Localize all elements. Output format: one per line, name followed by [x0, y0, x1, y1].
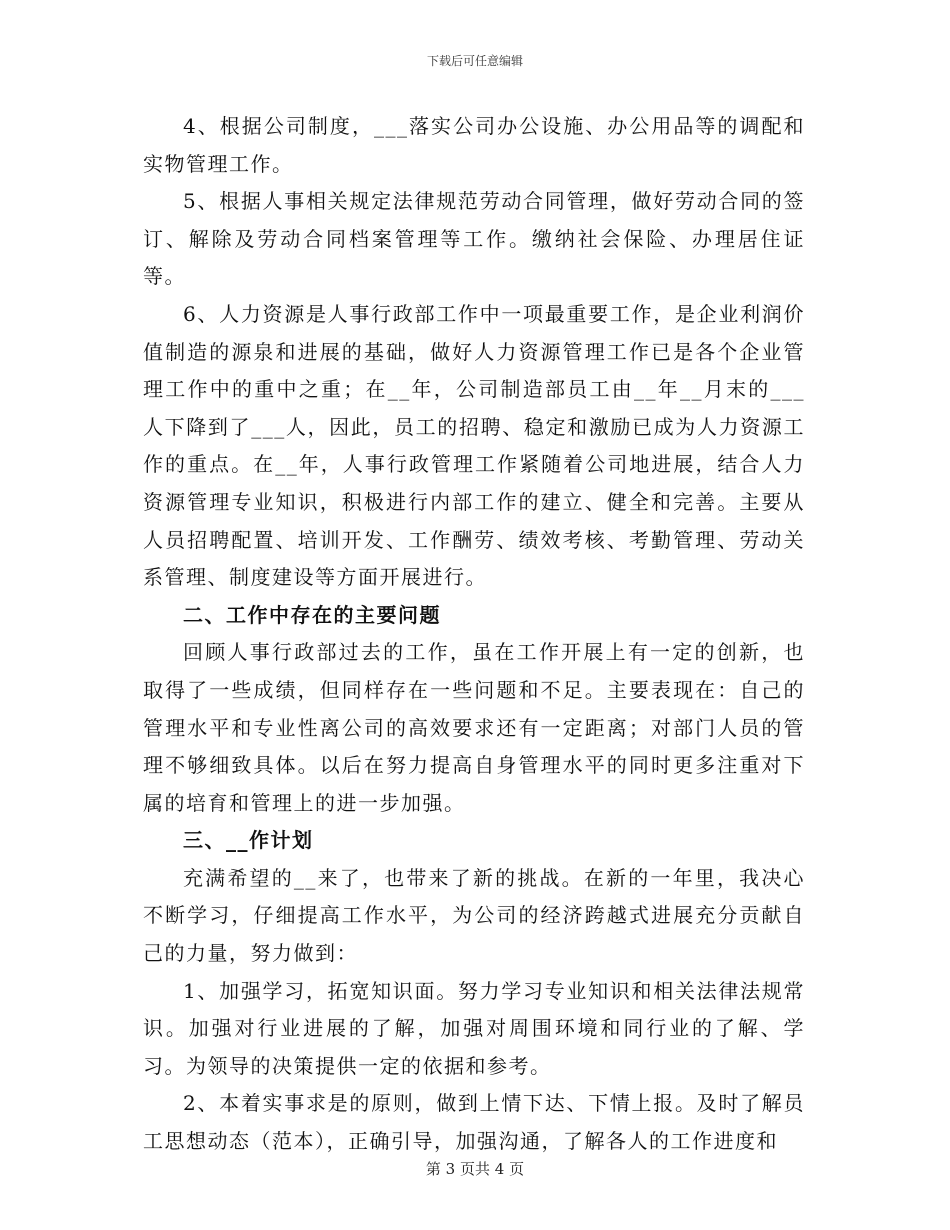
section-heading-plan: 三、__作计划: [183, 828, 314, 853]
page-footer: 第 3 页共 4 页: [425, 1160, 525, 1178]
document-body: [143, 108, 805, 1161]
paragraph-item-5: 5、根据人事相关规定法律规范劳动合同管理，做好劳动合同的签订、解除及劳动合同档案管理等工作。缴纳社会保险、办理居住证等。: [143, 189, 805, 289]
paragraph-plan-1: 1、加强学习，拓宽知识面。努力学习专业知识和相关法律法规常识。加强对行业进展的了解，加强对周围环境和同行业的了解、学习。为领导的决策提供一定的依据和参考。: [143, 978, 805, 1078]
paragraph-item-6: 6、人力资源是人事行政部工作中一项最重要工作，是企业利润价值制造的源泉和进展的基础，做好人力资源管理工作已是各个企业管理工作中的重中之重；在__年，公司制造部员工由__年__月末的___人下降到了___人，因此，员工的招聘、稳定和激励已成为人力资源工作的重点。在__年，人事行政管理工作紧随着公司地进展，结合人力资源管理专业知识，积极进行内部工作的建立、健全和完善。主要从人员招聘配置、培训开发、工作酬劳、绩效考核、考勤管理、劳动关系管理、制度建设等方面开展进行。: [143, 301, 805, 590]
page-header: 下载后可任意编辑: [426, 54, 523, 68]
section-heading-problems: 二、工作中存在的主要问题: [183, 602, 441, 627]
paragraph-review: 回顾人事行政部过去的工作，虽在工作开展上有一定的创新，也取得了一些成绩，但同样存在一些问题和不足。主要表现在：自己的管理水平和专业性离公司的高效要求还有一定距离；对部门人员的管理不够细致具体。以后在努力提高自身管理水平的同时更多注重对下属的培育和管理上的进一步加强。: [143, 640, 805, 815]
paragraph-item-4: 4、根据公司制度，___落实公司办公设施、办公用品等的调配和实物管理工作。: [143, 114, 805, 176]
paragraph-plan-2: 2、本着实事求是的原则，做到上情下达、下情上报。及时了解员工思想动态（范本），正确引导，加强沟通，了解各人的工作进度和: [143, 1091, 805, 1154]
paragraph-plan-intro: 充满希望的__来了，也带来了新的挑战。在新的一年里，我决心不断学习，仔细提高工作水平，为公司的经济跨越式进展充分贡献自己的力量，努力做到：: [143, 865, 805, 966]
